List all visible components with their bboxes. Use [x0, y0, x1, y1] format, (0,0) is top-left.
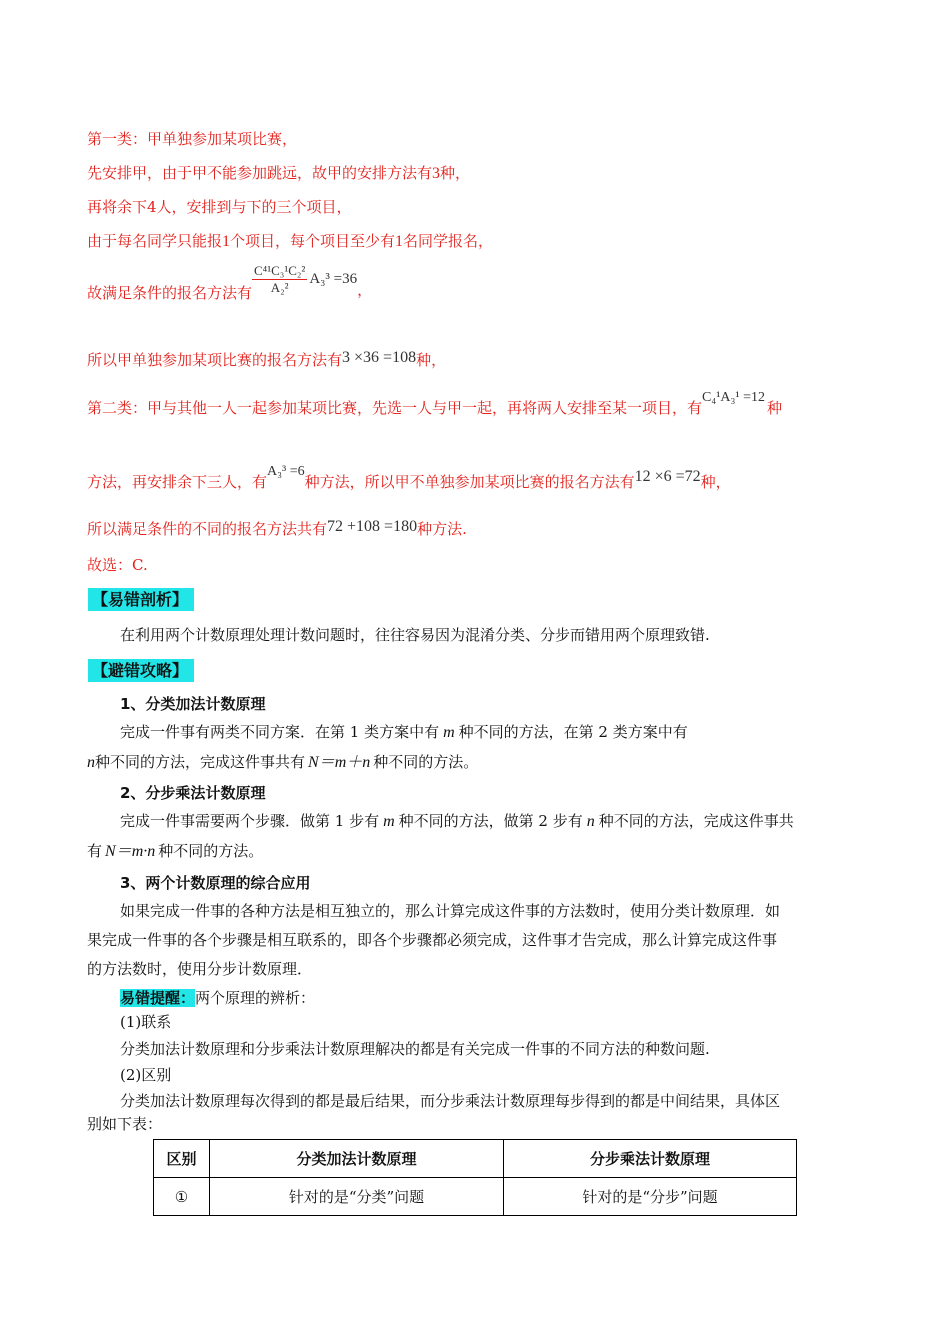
- solution-line-3: 再将余下4人，安排到与下的三个项目，: [87, 198, 352, 216]
- text: 种不同的方法，完成这件事共: [598, 812, 794, 830]
- text: 由于每名同学只能报: [87, 232, 223, 250]
- math: 72 +108 =180: [327, 518, 418, 535]
- heading-addition-principle: 1、分类加法计数原理: [120, 695, 266, 713]
- solution-line-1: 第一类：甲单独参加某项比赛，: [87, 130, 298, 148]
- multiplication-paragraph-line-1: [120, 811, 794, 832]
- text: 种方法.: [417, 520, 467, 538]
- table-cell: ①: [154, 1178, 210, 1216]
- table-header: 区别: [154, 1140, 210, 1178]
- math: 3 ×36 =108: [342, 349, 417, 366]
- text: 所以甲单独参加某项比赛的报名方法有: [87, 351, 343, 369]
- addition-paragraph-line-1: [120, 722, 688, 743]
- text: 种方法，所以甲不单独参加某项比赛的报名方法有: [304, 473, 635, 491]
- combined-paragraph-line-1: 如果完成一件事的各种方法是相互独立的，那么计算完成这件事的方法数时，使用分类计数原理．如: [120, 902, 781, 920]
- solution-line-9: [87, 519, 467, 540]
- math: 12 ×6 =72: [634, 468, 701, 485]
- math: A₃³ =6: [267, 464, 305, 479]
- text: 名同学报名，: [403, 232, 494, 250]
- text: 个项目，每个项目至少有: [230, 232, 396, 250]
- table-header: 分类加法计数原理: [210, 1140, 504, 1178]
- combined-paragraph-line-2: 果完成一件事的各个步骤是相互联系的，即各个步骤都必须完成，这件事才告完成，那么计算完成这件事: [87, 931, 778, 949]
- solution-answer: 故选：C.: [87, 556, 148, 574]
- text: 故满足条件的报名方法有: [87, 284, 253, 302]
- table-cell: 针对的是“分步”问题: [504, 1178, 797, 1216]
- text: 种，: [416, 351, 447, 369]
- addition-paragraph-line-2: [87, 752, 478, 773]
- table-row: [154, 1178, 797, 1216]
- solution-line-2: [87, 163, 470, 184]
- text: 完成一件事需要两个步骤．做第 1 步有: [120, 812, 380, 830]
- connection-text: 分类加法计数原理和分步乘法计数原理解决的都是有关完成一件事的不同方法的种数问题.: [120, 1040, 710, 1058]
- tip-text: 两个原理的辨析：: [195, 989, 316, 1007]
- fraction-denominator: A₂²: [270, 279, 289, 295]
- multiplication-paragraph-line-2: [87, 841, 263, 862]
- heading-combined-application: 3、两个计数原理的综合应用: [120, 874, 311, 892]
- text: 所以满足条件的不同的报名方法共有: [87, 520, 328, 538]
- table-header-row: [154, 1140, 797, 1178]
- math: C₄¹A₃¹ =12: [702, 390, 766, 405]
- math-formula: N＝m·n: [105, 843, 156, 860]
- solution-line-4: [87, 231, 493, 252]
- math-var: m: [383, 813, 395, 830]
- text: 种不同的方法，在第 2 类方案中有: [458, 723, 688, 741]
- error-analysis-title: 【易错剖析】: [88, 588, 194, 611]
- math: 3: [432, 165, 441, 182]
- fraction: [252, 263, 307, 296]
- table-header: 分步乘法计数原理: [504, 1140, 797, 1178]
- strategy-title: 【避错攻略】: [88, 659, 194, 682]
- text: 种不同的方法，做第 2 步有: [398, 812, 583, 830]
- solution-line-8: [87, 464, 731, 494]
- text: 种: [767, 399, 783, 417]
- math: 1: [222, 233, 231, 250]
- heading-multiplication-principle: 2、分步乘法计数原理: [120, 784, 266, 802]
- math-var: n: [586, 813, 595, 830]
- difference-text-line-2: 别如下表：: [87, 1115, 163, 1133]
- text: 种不同的方法。: [373, 753, 479, 771]
- section-difference: (2)区别: [120, 1066, 172, 1084]
- difference-text-line-1: 分类加法计数原理每次得到的都是最后结果，而分步乘法计数原理每步得到的都是中间结果，具体区: [120, 1092, 781, 1110]
- solution-line-5: [87, 262, 373, 303]
- comparison-table: [153, 1139, 797, 1216]
- text: 有: [87, 842, 103, 860]
- tip-line: [120, 988, 315, 1008]
- text: 方法，再安排余下三人，有: [87, 473, 268, 491]
- text: 先安排甲，由于甲不能参加跳远，故甲的安排方法有: [87, 164, 433, 182]
- section-connection: (1)联系: [120, 1013, 172, 1031]
- text: 种不同的方法。: [158, 842, 264, 860]
- text: ，: [357, 281, 373, 299]
- error-analysis-text: 在利用两个计数原理处理计数问题时，往往容易因为混淆分类、分步而错用两个原理致错.: [120, 626, 710, 644]
- math: 1: [395, 233, 404, 250]
- text: 种不同的方法，完成这件事共有: [95, 753, 306, 771]
- fraction-numerator: C⁴¹C₃¹C₂²: [254, 262, 306, 278]
- text: 第二类：甲与其他一人一起参加某项比赛，先选一人与甲一起，再将两人安排至某一项目，有: [87, 399, 703, 417]
- math-formula: N＝m＋n: [308, 754, 371, 771]
- math: A₃³ =36: [309, 271, 358, 287]
- solution-line-6: [87, 350, 446, 371]
- text: 种，: [440, 164, 471, 182]
- math-var: n: [87, 754, 95, 771]
- combined-paragraph-line-3: 的方法数时，使用分步计数原理．: [87, 960, 313, 978]
- text: 种，: [700, 473, 731, 491]
- solution-line-7: [87, 390, 783, 420]
- tip-label: 易错提醒：: [120, 989, 196, 1007]
- math-var: m: [443, 724, 455, 741]
- text: 完成一件事有两类不同方案．在第 1 类方案中有: [120, 723, 440, 741]
- table-cell: 针对的是“分类”问题: [210, 1178, 504, 1216]
